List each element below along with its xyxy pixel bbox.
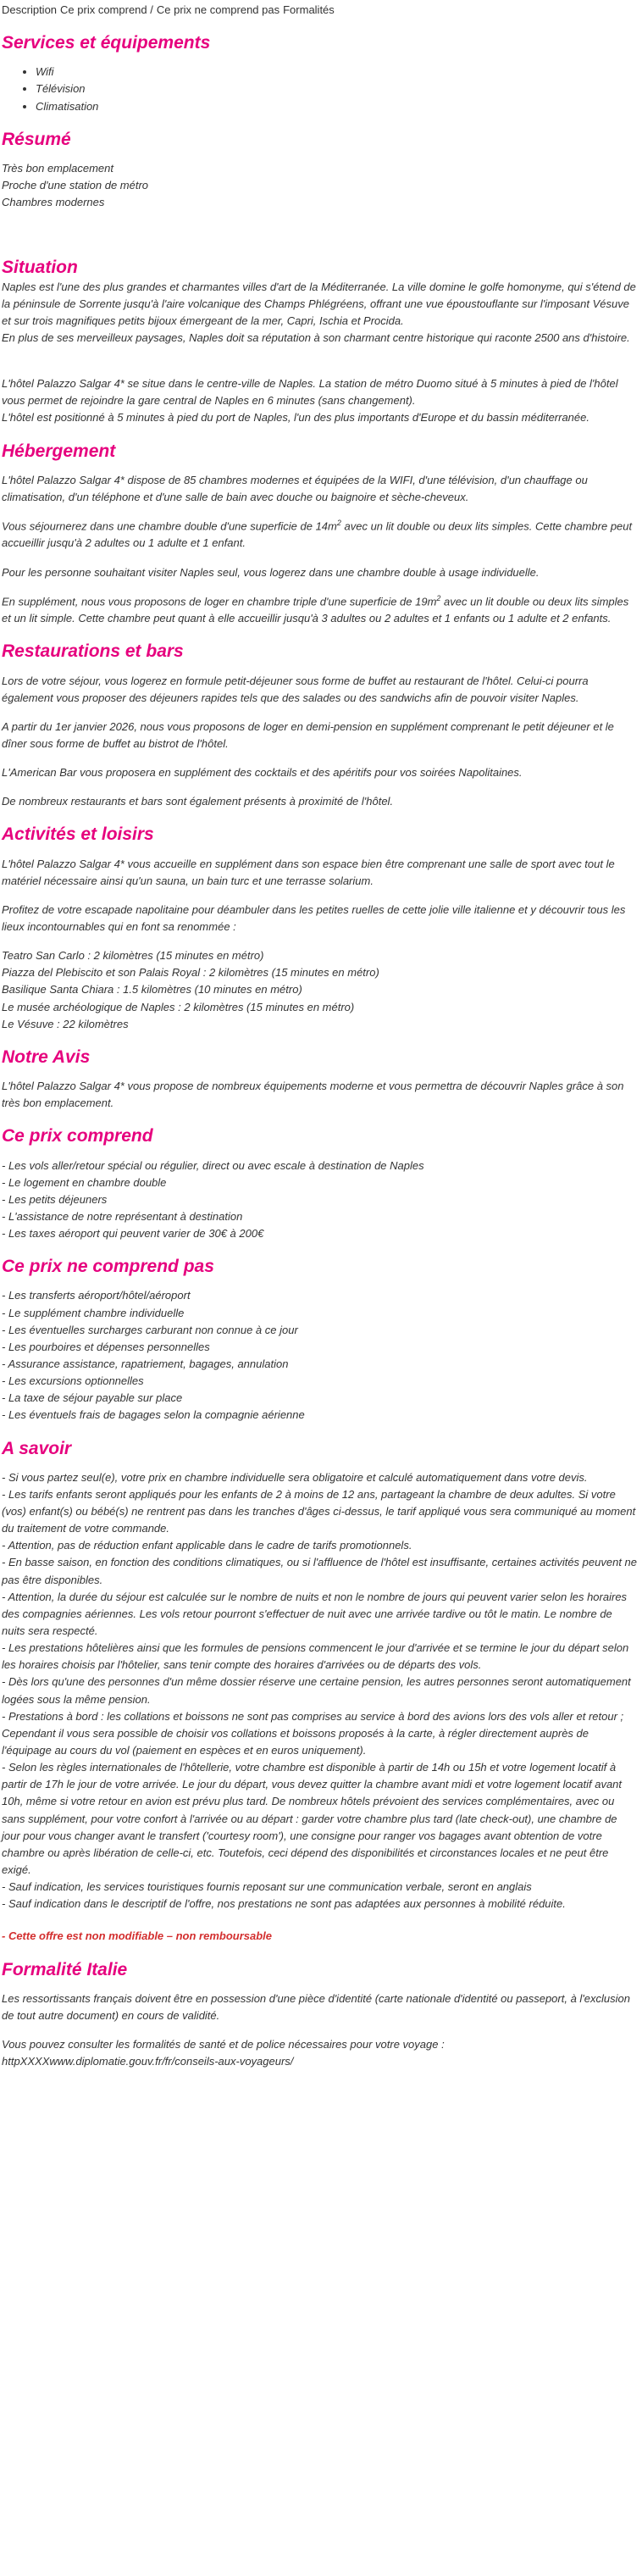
- place-line: Le musée archéologique de Naples : 2 kilomètres (15 minutes en métro): [2, 1000, 355, 1013]
- savoir-item: - Sauf indication dans le descriptif de l'offre, nos prestations ne sont pas adaptées aux personnes à mobilité réduite.: [2, 1897, 566, 1911]
- tab-formalites[interactable]: Formalités: [283, 3, 335, 16]
- savoir-item: - Si vous partez seul(e), votre prix en chambre individuelle sera obligatoire et calculé automatiquement dans votre devis.: [2, 1470, 588, 1484]
- formalite-link[interactable]: httpXXXXwww.diplomatie.gouv.fr/fr/conseils-aux-voyageurs/: [2, 2055, 294, 2068]
- place-line: Basilique Santa Chiara : 1.5 kilomètres (10 minutes en métro): [2, 983, 302, 997]
- services-list: [2, 64, 637, 114]
- service-item-tv: • Télévision: [36, 80, 637, 97]
- situation-text: [2, 279, 637, 347]
- activites-paragraph: L'hôtel Palazzo Salgar 4* vous accueille en supplément dans son espace bien être comprenant une salle de sport avec tout le matériel nécessaire ainsi qu'un sauna, un bain turc et une terrasse solarium.: [2, 857, 615, 887]
- hebergement-paragraph: Vous séjournerez dans une chambre double d'une superficie de $14m^2$ avec un lit double ou deux lits simples. Cette chambre peut accueillir jusqu'à 2 adultes ou 1 adulte et 1 enfant.: [2, 519, 633, 550]
- hebergement-paragraph: Pour les personne souhaitant visiter Naples seul, vous logerez dans une chambre double à usage individuelle.: [2, 565, 540, 579]
- ne-comprend-item: - Les excursions optionnelles: [2, 1374, 144, 1388]
- comprend-item: - Les vols aller/retour spécial ou régulier, direct ou avec escale à destination de Naples: [2, 1158, 424, 1172]
- situation-paragraph: Naples est l'une des plus grandes et charmantes villes d'art de la Méditerranée. La ville domine le golfe homonyme, qui s'étend de la péninsule de Sorrente jusqu'à l'aire volcanique des Champs Phlégréens, offrant une vue époustouflante sur l'imposant Vésuve et sur trois magnifiques petits bijoux émergeant de la mer, Capri, Ischia et Procida.: [2, 280, 636, 327]
- place-line: Teatro San Carlo : 2 kilomètres (15 minutes en métro): [2, 949, 264, 963]
- comprend-item: - Le logement en chambre double: [2, 1175, 167, 1189]
- activites-places: [2, 947, 637, 1033]
- savoir-item: - Selon les règles internationales de l'hôtellerie, votre chambre est disponible à partir de 14h ou 15h et votre logement locatif à partir de 17h le jour de votre arrivée. Le jour du départ, vous devez quitter la chambre avant midi et votre logement locatif avant 10h, même si votre retour en avion est prévu plus tard. De nombreux hôtels prévoient des services complémentaires, avec ou sans supplément, pour votre confort à l'arrivée ou au départ : garder votre chambre plus tard (late check-out), une chambre de jour pour vous changer avant le transfert ('courtesy room'), une consigne pour ranger vos bagages avant obtention de votre chambre ou après libération de celle-ci, etc. Toutefois, ceci dépend des disponibilités et circonstances locales et ne peut être exigé.: [2, 1761, 623, 1876]
- non-refundable-alert: - Cette offre est non modifiable – non remboursable: [2, 1929, 273, 1943]
- formalite-heading: Formalité Italie: [2, 1959, 128, 1979]
- savoir-item: - Les tarifs enfants seront appliqués pour les enfants de 2 à moins de 12 ans, partageant la chambre de deux adultes. Si votre (vos) enfant(s) ou bébé(s) ne rentrent pas dans les tranches d'âges ci-dessus, le tarif appliqué vous sera communiqué au moment du traitement de votre commande.: [2, 1487, 636, 1535]
- service-item-wifi: • Wifi: [36, 64, 637, 80]
- ne-comprend-item: - Assurance assistance, rapatriement, bagages, annulation: [2, 1357, 289, 1370]
- savoir-item: - Attention, pas de réduction enfant applicable dans le cadre de tarifs promotionnels.: [2, 1539, 412, 1552]
- savoir-item: - Sauf indication, les services touristiques fournis reposant sur une communication verbale, seront en anglais: [2, 1880, 532, 1894]
- resume-lines: [2, 160, 637, 211]
- situation-paragraph: L'hôtel est positionné à 5 minutes à pied du port de Naples, l'un des plus importants d'Europe et du bassin méditerranée.: [2, 411, 589, 425]
- ne-comprend-item: - Les éventuelles surcharges carburant non connue à ce jour: [2, 1323, 298, 1336]
- restauration-paragraph: Lors de votre séjour, vous logerez en formule petit-déjeuner sous forme de buffet au restaurant de l'hôtel. Celui-ci pourra également vous proposer des déjeuners rapides tels que des salades ou des sandwichs afin de pouvoir visiter Naples.: [2, 674, 589, 704]
- savoir-heading: A savoir: [2, 1438, 72, 1458]
- resume-line: Chambres modernes: [2, 196, 105, 209]
- ne-comprend-heading: Ce prix ne comprend pas: [2, 1257, 214, 1277]
- situation-heading: Situation: [2, 258, 78, 278]
- tab-prix-comprend[interactable]: Ce prix comprend /: [60, 3, 153, 16]
- tab-description[interactable]: Description: [2, 3, 58, 16]
- place-line: Piazza del Plebiscito et son Palais Royal : 2 kilomètres (15 minutes en métro): [2, 966, 379, 980]
- tab-prix-ne-comprend-pas[interactable]: Ce prix ne comprend pas: [156, 3, 280, 16]
- restauration-paragraph: De nombreux restaurants et bars sont également présents à proximité de l'hôtel.: [2, 795, 394, 808]
- comprend-item: - Les taxes aéroport qui peuvent varier de 30€ à 200€: [2, 1227, 264, 1241]
- hebergement-heading: Hébergement: [2, 441, 116, 461]
- hebergement-paragraph: L'hôtel Palazzo Salgar 4* dispose de 85 chambres modernes et équipées de la WIFI, d'une télévision, d'un chauffage ou climatisation, d'un téléphone et d'une salle de bain avec douche ou baignoire et sèche-cheveux.: [2, 473, 588, 503]
- ne-comprend-item: - Les pourboires et dépenses personnelles: [2, 1340, 210, 1353]
- avis-heading: Notre Avis: [2, 1046, 91, 1067]
- ne-comprend-list: [2, 1287, 637, 1424]
- formalite-paragraph: Les ressortissants français doivent être en possession d'une pièce d'identité (carte nationale d'identité ou passeport, à l'exclusion de tout autre document) en cours de validité.: [2, 1991, 630, 2022]
- ne-comprend-item: - Les éventuels frais de bagages selon la compagnie aérienne: [2, 1408, 305, 1422]
- savoir-item: - Prestations à bord : les collations et boissons ne sont pas comprises au service à bord des avions lors des vols aller et retour ; Cependant il vous sera possible de choisir vos collations et boissons proposés à la carte, à régler directement auprès de l'équipage au cours du vol (paiement en espèces et en euros uniquement).: [2, 1709, 624, 1757]
- resume-line: Proche d'une station de métro: [2, 179, 149, 192]
- services-heading: Services et équipements: [2, 33, 211, 53]
- savoir-list: [2, 1469, 637, 1913]
- comprend-item: - Les petits déjeuners: [2, 1192, 108, 1206]
- savoir-item: - En basse saison, en fonction des conditions climatiques, ou si l'affluence de l'hôtel est insuffisante, certaines activités peuvent ne pas être disponibles.: [2, 1556, 638, 1586]
- formalite-paragraph: Vous pouvez consulter les formalités de santé et de police nécessaires pour votre voyage :: [2, 2037, 445, 2051]
- comprend-list: [2, 1158, 637, 1243]
- situation-location: [2, 375, 637, 426]
- tab-nav: [2, 0, 637, 19]
- situation-paragraph: L'hôtel Palazzo Salgar 4* se situe dans le centre-ville de Naples. La station de métro Duomo situé à 5 minutes à pied de l'hôtel vous permet de rejoindre la gare central de Naples en 6 minutes (sans changement).: [2, 377, 618, 408]
- comprend-heading: Ce prix comprend: [2, 1126, 153, 1146]
- service-item-clim: • Climatisation: [36, 98, 637, 115]
- restauration-paragraph: A partir du 1er janvier 2026, nous vous proposons de loger en demi-pension en supplément comprenant le petit déjeuner et le dîner sous forme de buffet au bistrot de l'hôtel.: [2, 719, 614, 750]
- situation-paragraph: En plus de ses merveilleux paysages, Naples doit sa réputation à son charmant centre historique qui raconte 2500 ans d'histoire.: [2, 330, 630, 344]
- ne-comprend-item: - Le supplément chambre individuelle: [2, 1306, 185, 1319]
- activites-heading: Activités et loisirs: [2, 824, 154, 845]
- resume-heading: Résumé: [2, 129, 71, 149]
- resume-line: Très bon emplacement: [2, 161, 113, 175]
- place-line: Le Vésuve : 22 kilomètres: [2, 1017, 129, 1030]
- comprend-item: - L'assistance de notre représentant à destination: [2, 1209, 243, 1223]
- ne-comprend-item: - La taxe de séjour payable sur place: [2, 1391, 183, 1405]
- savoir-item: - Attention, la durée du séjour est calculée sur le nombre de nuits et non le nombre de jours qui peuvent varier selon les horaires des compagnies aériennes. Les vols retour pourront s'effectuer de nuit avec une arrivée tardive ou tôt le matin. Le nombre de nuits sera respecté.: [2, 1590, 628, 1637]
- restauration-heading: Restaurations et bars: [2, 641, 184, 662]
- savoir-item: - Dès lors qu'une des personnes d'un même dossier réserve une certaine pension, les autres personnes seront automatiquement logées sous la même pension.: [2, 1675, 631, 1706]
- hebergement-paragraph: En supplément, nous vous proposons de loger en chambre triple d'une superficie de $19m^2$ avec un lit double ou deux lits simples et un lit simple. Cette chambre peut quant à elle accueillir jusqu'à 3 adultes ou 2 adultes et 1 enfants ou 1 adulte et 2 enfants.: [2, 593, 629, 625]
- activites-paragraph: Profitez de votre escapade napolitaine pour déambuler dans les petites ruelles de cette jolie ville italienne et y découvrir tous les lieux incontournables qui en font sa renommée :: [2, 902, 626, 933]
- ne-comprend-item: - Les transferts aéroport/hôtel/aéroport: [2, 1289, 191, 1302]
- savoir-item: - Les prestations hôtelières ainsi que les formules de pensions commencent le jour d'arrivée et se termine le jour du départ selon les horaires choisis par l'hôtelier, sans tenir compte des horaires d'arrivées ou de départs des vols.: [2, 1641, 629, 1672]
- avis-paragraph: L'hôtel Palazzo Salgar 4* vous propose de nombreux équipements moderne et vous permettra de découvrir Naples grâce à son très bon emplacement.: [2, 1080, 624, 1110]
- restauration-paragraph: L'American Bar vous proposera en supplément des cocktails et des apéritifs pour vos soirées Napolitaines.: [2, 766, 523, 780]
